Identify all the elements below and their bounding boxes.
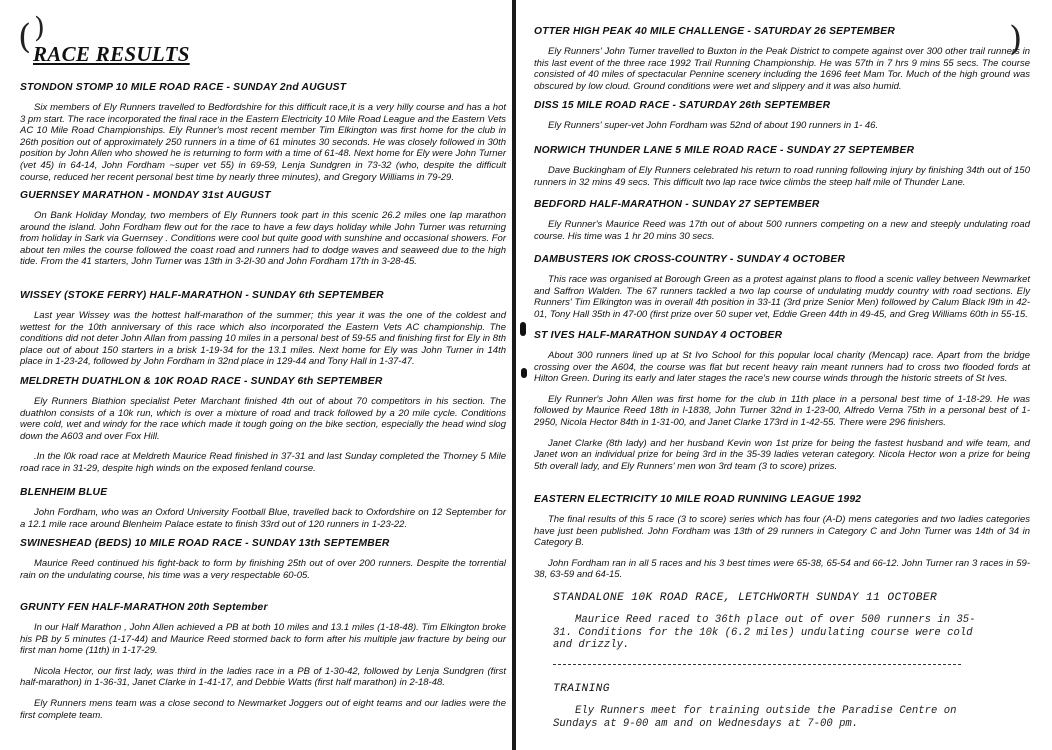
section-paragraph: Nicola Hector, our first lady, was third in the ladies race in a PB of 1-30-42, followed by Lenja Sundgren (first half-marathon) in 1-36-31, Janet Clarke in 1-41-17, and Debbie Watts (first half marathon) in 2-18-48. bbox=[20, 665, 506, 689]
section-guernsey-marathon bbox=[20, 190, 506, 268]
section-heading: OTTER HIGH PEAK 40 MILE CHALLENGE - SATURDAY 26 SEPTEMBER bbox=[534, 26, 895, 37]
section-blenheim-blue bbox=[20, 487, 506, 530]
section-norwich-thunder-lane bbox=[534, 145, 1030, 188]
section-diss-15-mile bbox=[534, 100, 1030, 132]
left-page bbox=[0, 0, 510, 750]
section-paragraph: Ely Runners' super-vet John Fordham was 52nd of about 190 runners in 1- 46. bbox=[548, 120, 879, 131]
section-swineshead-10-mile bbox=[20, 538, 506, 581]
section-paragraph: Ely Runners meet for training outside the Paradise Centre on Sundays at 9-00 am and on Wednesdays at 7-00 pm. bbox=[553, 705, 957, 730]
section-heading: GUERNSEY MARATHON - MONDAY 31st AUGUST bbox=[20, 190, 271, 201]
section-heading: DAMBUSTERS IOK CROSS-COUNTRY - SUNDAY 4 OCTOBER bbox=[534, 254, 846, 265]
section-heading: ST IVES HALF-MARATHON SUNDAY 4 OCTOBER bbox=[534, 330, 783, 341]
section-paragraph: John Fordham ran in all 5 races and his 3 best times were 65-38, 65-54 and 66-12. John Turner ran 3 races in 59-38, 63-59 and 64-15. bbox=[534, 557, 1030, 581]
page-title: RACE RESULTS bbox=[33, 42, 190, 66]
dashed-divider bbox=[553, 664, 961, 665]
section-standalone-10k-letchworth bbox=[553, 592, 993, 652]
right-page bbox=[519, 0, 1052, 750]
section-heading: DISS 15 MILE ROAD RACE - SATURDAY 26th SEPTEMBER bbox=[534, 100, 831, 111]
section-paragraph: Ely Runner's John Allen was first home for the club in 11th place in a personal best time of 1-18-29. He was followed by Maurice Reed 18th in l-1838, John Turner 32nd in 1-23-00, Alfredo Verna 75th in a personal best of 1-2950, Nicola Hector 84th in 1-31-00, and Janet Clarke 173rd in 1-42-55. There were 296 finishers. bbox=[534, 393, 1030, 428]
section-heading: BLENHEIM BLUE bbox=[20, 487, 108, 498]
section-dambusters-cross-country bbox=[534, 254, 1030, 320]
section-paragraph: About 300 runners lined up at St Ivo School for this popular local charity (Mencap) race. Apart from the bridge crossing over the A604, the course was flat but recent heavy rain meant runners had to cross two flooded fords at Hilton Green. During its early and later stages the race's new course winds through the historic streets of St Ives. bbox=[534, 350, 1030, 385]
section-wissey-half-marathon bbox=[20, 290, 506, 368]
section-stondon-stomp bbox=[20, 82, 506, 183]
section-st-ives-half-marathon bbox=[534, 330, 1030, 472]
section-heading: EASTERN ELECTRICITY 10 MILE ROAD RUNNING LEAGUE 1992 bbox=[534, 494, 862, 505]
section-paragraph: The final results of this 5 race (3 to score) series which has four (A-D) mens categories and two ladies categories have just been published. John Fordham was 13th of 29 runners in Category C and John Turner was 14th of 34 in Category B. bbox=[534, 514, 1030, 549]
section-otter-high-peak bbox=[534, 26, 1030, 92]
section-heading: STONDON STOMP 10 MILE ROAD RACE - SUNDAY 2nd AUGUST bbox=[20, 82, 347, 93]
section-paragraph: .In the l0k road race at Meldreth Maurice Read finished in 37-31 and last Sunday completed the Thorney 5 Mile road race in 31-29, despite high winds on the exposed fenland course. bbox=[20, 451, 506, 474]
section-eastern-electricity-league bbox=[534, 494, 1030, 581]
section-paragraph: On Bank Holiday Monday, two members of Ely Runners took part in this scenic 26.2 miles one lap marathon around the island. John Fordham flew out for the race to have a few days holiday while John Turner was returning from holiday in Sark via Guernsey . Conditions were cool but quite good with sunshine and occasional showers. For about ten miles the course followed the coast road and runners had to dodge waves and seaweed due to the high tide. From the 41 starters, John Turner was 13th in 3-2I-30 and John Fordham 17th in 3-28-45. bbox=[20, 210, 506, 268]
center-fold-line bbox=[512, 0, 516, 750]
section-paragraph: Dave Buckingham of Ely Runners celebrated his return to road running following injury by finishing 34th out of 150 runners in 32 mins 49 secs. This difficult two lap race twice climbs the steep half mile of Thunder Lane. bbox=[534, 165, 1030, 188]
punch-hole-mark: ) bbox=[34, 11, 45, 44]
section-paragraph: In our Half Marathon , John Allen achieved a PB at both 10 miles and 13.1 miles (1-18-48). Tim Elkington broke his PB by 5 minutes (1-17-44) and Maurice Reed stormed back to form after his multiple jaw fracture by being our first man home (11th) in 1-17-29. bbox=[20, 622, 506, 657]
section-bedford-half-marathon bbox=[534, 199, 1030, 242]
section-paragraph: Ely Runners mens team was a close second to Newmarket Joggers out of eight teams and our ladies were the first complete team. bbox=[20, 697, 506, 721]
punch-hole-mark: ( bbox=[18, 17, 32, 57]
section-meldreth-duathlon bbox=[20, 376, 506, 475]
punch-hole-mark: ) bbox=[1009, 19, 1023, 59]
section-paragraph: Ely Runner's Maurice Reed was 17th out of about 500 runners competing on a new and steeply undulating road course. His time was 1 hr 20 mins 30 secs. bbox=[534, 219, 1030, 242]
section-training bbox=[553, 683, 993, 730]
section-heading: BEDFORD HALF-MARATHON - SUNDAY 27 SEPTEMBER bbox=[534, 199, 820, 210]
section-paragraph: Maurice Reed raced to 36th place out of over 500 runners in 35-31. Conditions for the 10k (6.2 miles) undulating course were cold and drizzly. bbox=[553, 614, 976, 652]
section-heading: GRUNTY FEN HALF-MARATHON 20th September bbox=[20, 602, 268, 613]
section-paragraph: Last year Wissey was the hottest half-marathon of the summer; this year it was the one of the coldest and wettest for the 10th anniversary of this race which also incorporated the Eastern Vets AC championship. The conditions did not deter John Allan from passing 10 miles in a personal best of 59-55 and finishing first for Ely in 8th place out of about 150 starters in a brisk 1-19-34 for the 13.1 miles. Next home for Ely was John Turner in 14th place in 1-23-24, followed by John Fordham in 32nd place in 129-44 and Tony Hall in 1-37-47. bbox=[20, 310, 506, 368]
section-paragraph: Maurice Reed continued his fight-back to form by finishing 25th out of over 200 runners. Despite the torrential rain on the undulating course, his time was a very respectable 60-05. bbox=[20, 558, 506, 581]
section-heading: MELDRETH DUATHLON & 10K ROAD RACE - SUNDAY 6th SEPTEMBER bbox=[20, 376, 383, 387]
section-heading: SWINESHEAD (BEDS) 10 MILE ROAD RACE - SUNDAY 13th SEPTEMBER bbox=[20, 538, 390, 549]
section-paragraph: John Fordham, who was an Oxford University Football Blue, travelled back to Oxfordshire on 12 September for a 12.1 mile race around Blenheim Palace estate to finish 33rd out of 120 runners in 1-23-22. bbox=[20, 507, 506, 530]
section-paragraph: Janet Clarke (8th lady) and her husband Kevin won 1st prize for being the fastest husband and wife team, and Janet won an individual prize for being 3rd in the 35-39 ladies veteran category. Nicola Hector won a prize for being 5th overall lady, and Ely Runners' men won 3rd team (3 to score) prizes. bbox=[534, 437, 1030, 472]
section-paragraph: This race was organised at Borough Green as a protest against plans to flood a scenic valley between Newmarket and Saffron Walden. The 67 runners tackled a two lap course of undulating muddy country with road sections. Ely Runners' Tim Elkington was in overall 4th position in 33-11 (3rd prize Senior Men) followed by Calum Black l9th in 42-01, Tony Hall 35th in 47-00 (first prize over 50 super vet, Eddie Green 44th in 49-45, and Greg Williams 60th in 55-15. bbox=[534, 274, 1030, 320]
section-heading: TRAINING bbox=[553, 683, 610, 695]
section-heading: NORWICH THUNDER LANE 5 MILE ROAD RACE - SUNDAY 27 SEPTEMBER bbox=[534, 145, 915, 156]
section-paragraph: Ely Runners Biathion specialist Peter Marchant finished 4th out of about 70 competitors in his section. The duathlon consists of a 10k run, which is over a mixture of road and track followed by a 20 mile cycle. Conditions were cold, wet and windy for the race which made it tough going on the bike section, especially the head wind slog down the A603 and over Fox Hill. bbox=[20, 396, 506, 442]
section-paragraph: Ely Runners' John Turner travelled to Buxton in the Peak District to compete against over 300 other trail runners in this last event of the three race 1992 Trail Running Championship. He was 57th in 7 hrs 9 mins 55 secs. The course consisted of 40 miles of spectacular Pennine scenery including the 1696 feet Mam Tor. Much of the high ground was obscured by low cloud. Ground conditions were wet and slippery and it was also humid. bbox=[534, 46, 1030, 92]
section-grunty-fen-half-marathon bbox=[20, 602, 506, 721]
section-heading: STANDALONE 10K ROAD RACE, LETCHWORTH SUNDAY 11 OCTOBER bbox=[553, 592, 938, 604]
section-heading: WISSEY (STOKE FERRY) HALF-MARATHON - SUNDAY 6th SEPTEMBER bbox=[20, 290, 384, 301]
section-paragraph: Six members of Ely Runners travelled to Bedfordshire for this difficult race,it is a very hilly course and has a hot 3 pm start. The race incorporated the final race in the Eastern Electricity 10 Mile Road League and the Eastern Vets AC 10 Mile Road Championships. Ely Runner's most recent member Tim Elkington was first home for the club in 26th position out of approximately 250 runners in a time of 61 minutes 30 seconds. He was closely followed in 30th position by John Allen who showed he is returning to form with a time of 61-48. Next home for Ely were John Turner (vet 45) in 64-14, John Fordham ~super vet 55) in 69-59, Lenja Sundgren in 73-32 (who, despite the difficult course, reduced her recent personal best time by nearly three minutes), and Gregory Williams in 79-29. bbox=[20, 102, 506, 183]
